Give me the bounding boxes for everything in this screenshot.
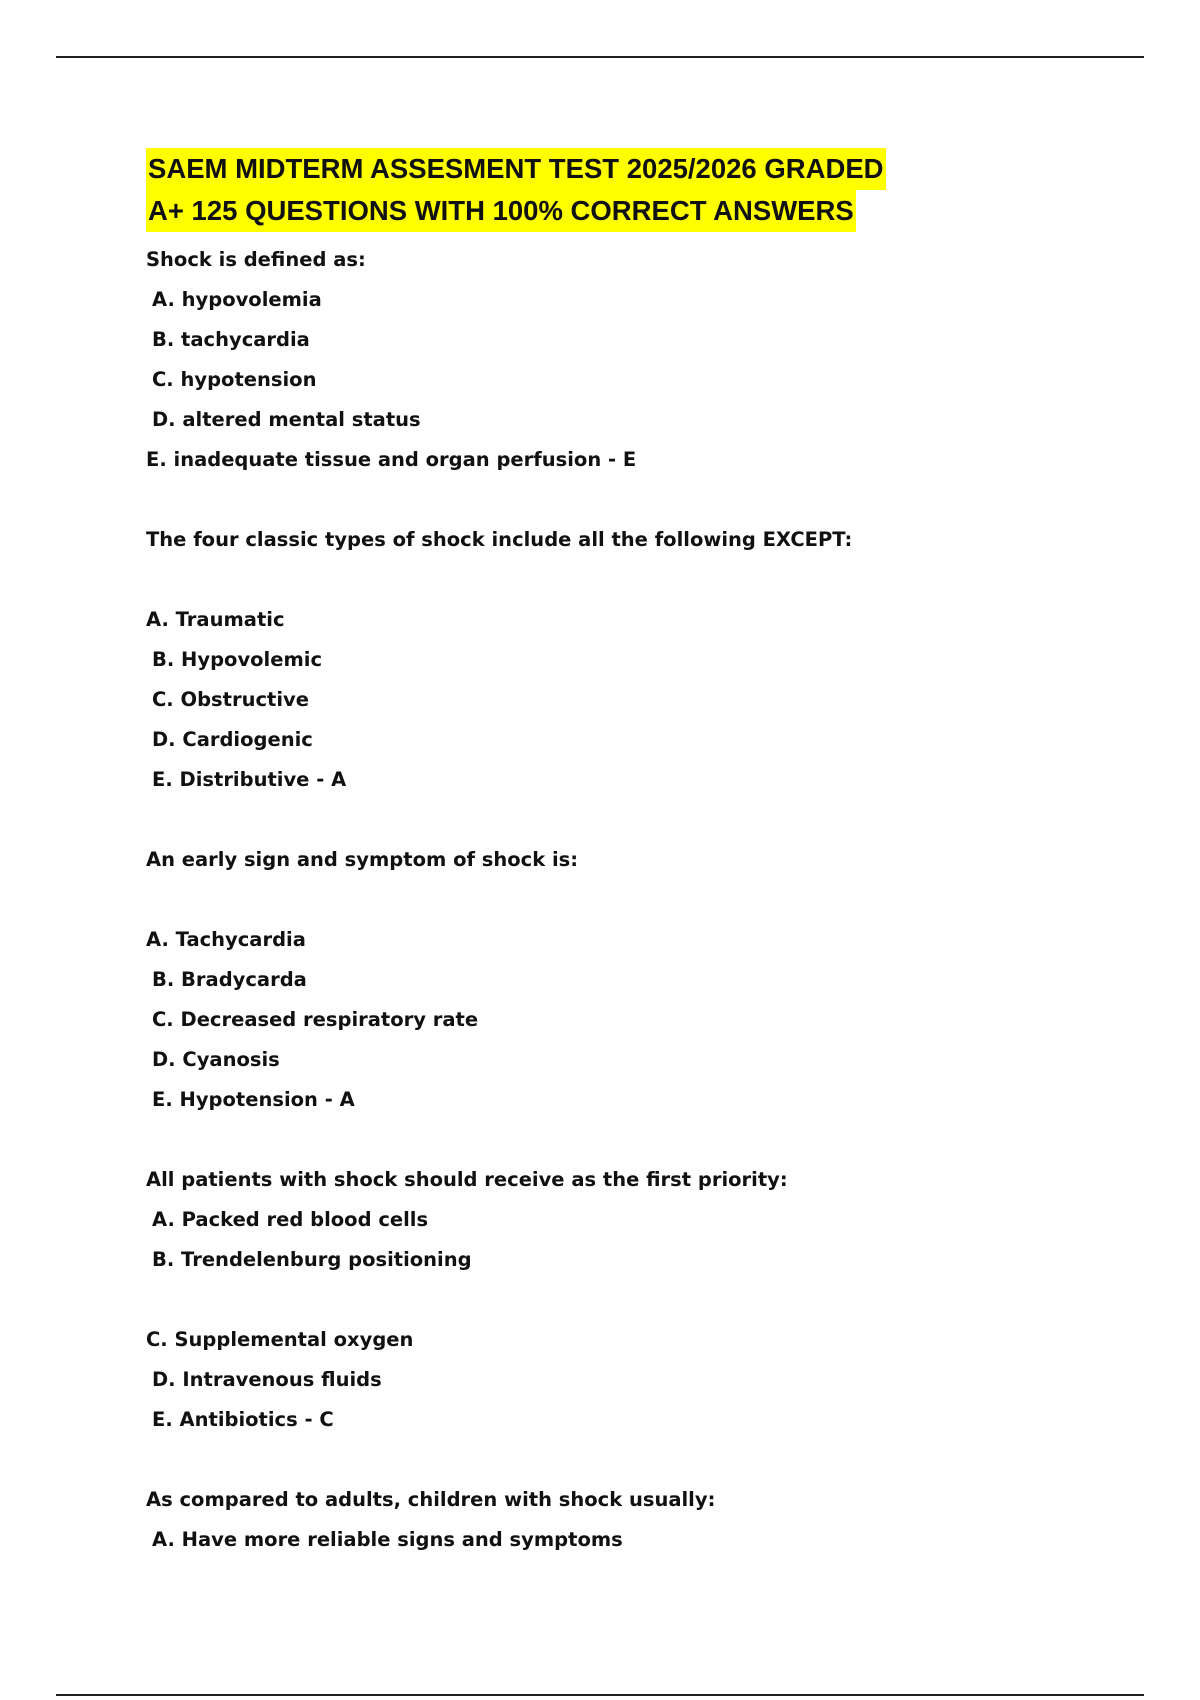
question-3: An early sign and symptom of shock is: xyxy=(146,848,579,871)
q2-option-c: C. Obstructive xyxy=(152,688,309,711)
q2-option-e: E. Distributive - A xyxy=(152,768,347,791)
question-5: As compared to adults, children with shock usually: xyxy=(146,1488,716,1511)
q2-option-d: D. Cardiogenic xyxy=(152,728,313,751)
q1-option-c: C. hypotension xyxy=(152,368,317,391)
q3-option-c: C. Decreased respiratory rate xyxy=(152,1008,479,1031)
question-4: All patients with shock should receive as the first priority: xyxy=(146,1168,788,1191)
title-line-1: SAEM MIDTERM ASSESMENT TEST 2025/2026 GRADED xyxy=(146,148,886,190)
document-page xyxy=(146,148,1096,1560)
q4-option-e: E. Antibiotics - C xyxy=(152,1408,334,1431)
q4-option-a: A. Packed red blood cells xyxy=(152,1208,429,1231)
q1-option-d: D. altered mental status xyxy=(152,408,421,431)
q3-option-a: A. Tachycardia xyxy=(146,928,306,951)
q1-option-b: B. tachycardia xyxy=(152,328,310,351)
q1-option-a: A. hypovolemia xyxy=(152,288,322,311)
top-rule xyxy=(56,56,1144,58)
question-2: The four classic types of shock include all the following EXCEPT: xyxy=(146,528,853,551)
q3-option-b: B. Bradycarda xyxy=(152,968,307,991)
question-1: Shock is defined as: xyxy=(146,248,366,271)
q3-option-d: D. Cyanosis xyxy=(152,1048,280,1071)
q4-option-c: C. Supplemental oxygen xyxy=(146,1328,414,1351)
q4-option-b: B. Trendelenburg positioning xyxy=(152,1248,472,1271)
document-title xyxy=(146,148,1096,232)
q2-option-a: A. Traumatic xyxy=(146,608,285,631)
title-line-2: A+ 125 QUESTIONS WITH 100% CORRECT ANSWERS xyxy=(146,190,856,232)
q3-option-e: E. Hypotension - A xyxy=(152,1088,355,1111)
bottom-rule xyxy=(56,1694,1144,1696)
q4-option-d: D. Intravenous fluids xyxy=(152,1368,382,1391)
q1-option-e: E. inadequate tissue and organ perfusion - E xyxy=(146,448,637,471)
q2-option-b: B. Hypovolemic xyxy=(152,648,323,671)
q5-option-a: A. Have more reliable signs and symptoms xyxy=(152,1528,623,1551)
